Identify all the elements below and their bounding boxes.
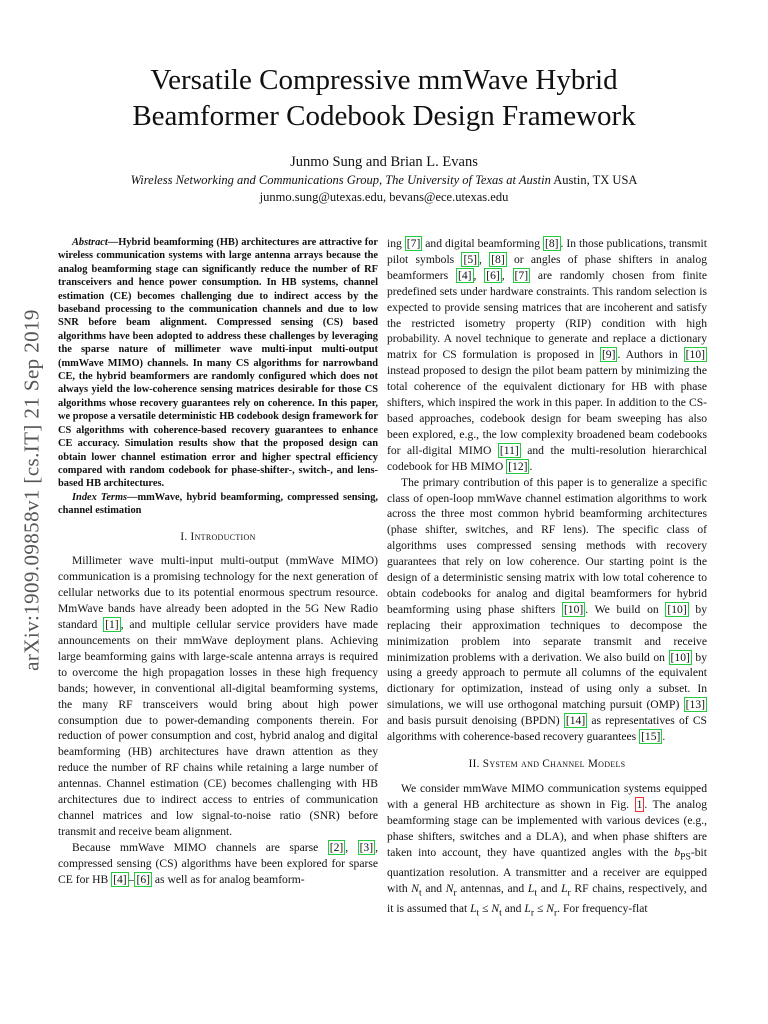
text: , <box>479 252 490 266</box>
text: . In those publications, transmit pilot symbols <box>387 237 707 266</box>
section-heading-system-models: II. System and Channel Models <box>468 758 626 770</box>
math-L: L <box>561 881 568 895</box>
math-N: N <box>546 901 554 915</box>
text: . We build on <box>585 602 666 616</box>
text: , compressed sensing (CS) algorithms have been explored for sparse CE for HB <box>58 840 378 886</box>
right-paragraph-2 <box>387 475 707 745</box>
citation-link[interactable]: [10] <box>670 650 690 664</box>
index-terms-text: —mmWave, hybrid beamforming, compressed sensing, channel estimation <box>58 491 378 517</box>
math-leq: ≤ <box>534 901 547 915</box>
paper-title <box>60 62 708 134</box>
text: Millimeter wave multi-input multi-output (mmWave MIMO) communication is a promising technology for the next generation of cellular networks due to its potential enormous spectrum resource. MmWave bands have already been adopted in the 5G New Radio standard <box>58 554 378 632</box>
section-heading-introduction: I. Introduction <box>180 530 256 543</box>
left-column <box>58 236 378 887</box>
index-terms <box>58 491 378 518</box>
text: as well as for analog beamform- <box>152 872 305 886</box>
text: ing <box>387 237 405 250</box>
citation-link[interactable]: [3] <box>359 840 374 854</box>
math-L: L <box>470 901 477 915</box>
citation-link[interactable]: [9] <box>601 348 616 362</box>
right-column <box>387 236 707 921</box>
citation-link[interactable]: [10] <box>667 602 687 616</box>
text: and basis pursuit denoising (BPDN) <box>387 714 564 728</box>
text: . The analog beamforming stage can be implemented with various devices (e.g., phase shifters, switches and a DLA), and when phase shifters are taken into account, they have quantized angles with the <box>387 797 707 859</box>
math-sub-t: t <box>419 886 422 898</box>
text: Because mmWave MIMO channels are sparse <box>72 840 328 854</box>
citation-link[interactable]: [1] <box>105 618 119 632</box>
text: RF chains, respectively, and it is assumed that <box>387 881 707 915</box>
text: -bit quantization resolution. A transmitter and a receiver are equipped with <box>387 845 707 895</box>
citation-link[interactable]: [8] <box>545 237 559 250</box>
math-ps: PS <box>680 850 691 862</box>
citation-link[interactable]: [6] <box>486 268 500 282</box>
text: and digital beamforming <box>422 237 543 250</box>
math-N: N <box>411 881 420 895</box>
math-sub-r: r <box>553 907 558 919</box>
math-sub-t: t <box>476 907 480 919</box>
citation-link[interactable]: [11] <box>499 443 519 457</box>
text: . For frequency-flat <box>557 901 648 915</box>
math-b: b <box>674 845 681 859</box>
author-emails: junmo.sung@utexas.edu, bevans@ece.utexas.edu <box>259 190 509 204</box>
index-terms-label: Index Terms <box>72 491 128 503</box>
affiliation-group: Wireless Networking and Communications Group, The University of Texas at Austin <box>130 173 551 187</box>
intro-paragraph-2 <box>58 840 378 888</box>
math-sub-r: r <box>530 907 535 919</box>
authors: Junmo Sung and Brian L. Evans <box>290 154 478 170</box>
intro-paragraph-1 <box>58 553 378 839</box>
citation-link[interactable]: [8] <box>491 252 505 266</box>
text: by replacing their approximation techniques to decompose the minimization problem into separate transmit and receive minimization problems with a derivation. We also build on <box>387 602 708 664</box>
citation-link[interactable]: [13] <box>685 698 705 712</box>
text: instead proposed to design the pilot beam pattern by minimizing the total coherence of the equivalent dictionary for HB with phase shifters, which inspired the work in this paper. In addition to the CS-based approaches, codebook design for beam sweeping has also been explored, e.g., the low complexity broadened beam codebooks for all-digital MIMO <box>387 364 707 457</box>
citation-link[interactable]: [10] <box>563 602 584 616</box>
text: as representatives of CS algorithms with coherence-based recovery guarantees <box>387 714 708 744</box>
text: We consider mmWave MIMO communication systems equipped with a general HB architecture as shown in Fig. <box>387 781 707 811</box>
math-sub-t: t <box>534 886 538 898</box>
text: , <box>501 268 513 282</box>
math-N: N <box>491 901 500 915</box>
text: or angles of phase shifters in analog beamformers <box>387 252 707 282</box>
text: , <box>473 268 485 282</box>
text: . <box>529 459 533 473</box>
math-sub-r: r <box>567 886 571 898</box>
text: antennas, and <box>456 881 528 895</box>
text: by using a greedy approach to permute all columns of the equivalent dictionary for optimization, instead of using only a subset. In simulations, we will use orthogonal matching pursuit (OMP) <box>387 650 707 712</box>
math-sub-r: r <box>453 886 457 898</box>
abstract-text: —Hybrid beamforming (HB) architectures are attractive for wireless communication systems with large antenna arrays because the analog beamforming stage can significantly reduce the number of RF transceivers and hence power consumption. In HB systems, channel estimation (CE) becomes challenging due to indirect access by the baseband processing to the communication channels and due to low SNR before beam alignment. Compressed sensing (CS) based algorithms have been adopted to address these challenges by leveraging the sparse nature of millimeter wave multi-input multi-output (mmWave MIMO) channels. In many CS algorithms for narrowband CE, the hybrid beamformers are randomly configured which does not always yield the low-coherence sensing matrices desirable for those CS algorithms whose recovery guarantees rely on coherence. In this paper, we propose a versatile deterministic HB codebook design framework for CS algorithms with coherence-based recovery guarantees to enhance CE accuracy. Simulation results show that the proposed design can obtain lower channel estimation error and higher spectral efficiency compared with random codebook for phase-shifter-, switch-, and lens-based HB architectures. <box>58 237 378 490</box>
abstract-label: Abstract <box>72 237 108 248</box>
text: , <box>345 840 358 854</box>
abstract <box>58 236 378 491</box>
arxiv-stamp-text: arXiv:1909.09858v1 [cs.IT] 21 Sep 2019 <box>19 308 44 671</box>
citation-link[interactable]: [10] <box>685 348 705 362</box>
affiliation <box>0 173 768 188</box>
text: . <box>662 730 666 744</box>
math-leq: ≤ <box>479 901 492 915</box>
citation-link[interactable]: [7] <box>514 268 529 282</box>
citation-link[interactable]: [4] <box>458 268 472 282</box>
figure-link[interactable]: 1 <box>636 797 643 811</box>
citation-link[interactable]: [2] <box>329 840 344 854</box>
text: and the multi-resolution hierarchical codebook for HB MIMO <box>387 443 707 473</box>
affiliation-location: Austin, TX USA <box>550 173 638 187</box>
title-line-2: Beamformer Codebook Design Framework <box>132 100 636 132</box>
text: The primary contribution of this paper is to generalize a specific class of open-loop mmWave channel estimation algorithms to work across the three most common hybrid beamforming architectures (phase shifter, switches, and RF lens). The specific class of algorithms uses compressed sensing methods with recovery guarantees that rely on low coherence. Our starting point is the design of a deterministic sensing matrix with low total coherence to obtain codebooks for analog and digital beamformers for hybrid beamforming using phase shifters <box>387 475 707 616</box>
math-L: L <box>527 881 535 895</box>
citation-link[interactable]: [5] <box>463 252 477 266</box>
right-paragraph-1 <box>387 236 707 475</box>
text: – <box>128 872 135 886</box>
title-line-1: Versatile Compressive mmWave Hybrid <box>150 64 618 96</box>
text: and <box>537 881 562 895</box>
text: and <box>421 881 446 895</box>
text: are randomly chosen from finite predefined sets under hardware constraints. This random selection is expected to provide sensing matrices that are incoherent and satisfy the restricted isometry property (RIP) condition with high probability. A novel technique to generate and replace a dictionary matrix for CS formulation is proposed in <box>387 268 708 362</box>
citation-link[interactable]: [14] <box>565 714 586 728</box>
text: . Authors in <box>617 348 684 362</box>
math-N: N <box>445 881 454 895</box>
math-sub-t: t <box>499 907 502 919</box>
citation-link[interactable]: [7] <box>406 237 421 250</box>
citation-link[interactable]: [12] <box>508 459 528 473</box>
arxiv-stamp <box>20 283 44 696</box>
text: and <box>501 901 525 915</box>
math-L: L <box>524 901 531 915</box>
citation-link[interactable]: [6] <box>136 872 150 886</box>
citation-link[interactable]: [4] <box>113 872 127 886</box>
right-paragraph-3 <box>387 781 707 921</box>
text: , and multiple cellular service providers have made announcements on their mmWave deployment plans. Achieving large beamforming gains with large-scale antenna arrays is required to overcome the high propagation losses in these high frequency bands; however, in conventional all-digital beamforming systems, the many RF transceivers would bring about high power consumption due to power-demanding components therein. For reduction of power consumption and cost, hybrid analog and digital beamforming (HB) architectures have drawn attention as they reduce the number of RF chains while retaining a large number of antennas. Channel estimation (CE) becomes challenging with HB architectures due to indirect access to entries of communication channel matrices and low signal-to-noise ratio (SNR) before transmit and receive beam alignment. <box>58 618 378 838</box>
citation-link[interactable]: [15] <box>641 730 661 744</box>
